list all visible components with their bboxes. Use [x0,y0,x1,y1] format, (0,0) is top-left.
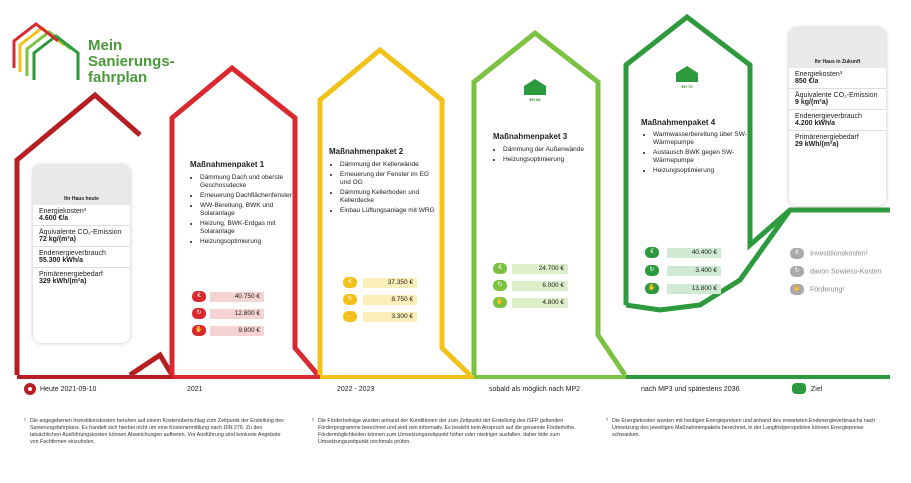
package-1-title: Maßnahmenpaket 1 [190,160,265,169]
footnote-number: ³ [606,418,608,424]
future-row [789,89,886,110]
package-2-funding: 3.300 € [363,312,417,322]
legend-sowieso [790,266,882,277]
future-row [789,68,886,89]
investment-cost-icon: € [343,277,357,288]
title-line: Sanierungs- [88,53,175,70]
investment-cost-icon: € [493,263,507,274]
legend-label: Förderung² [810,286,845,294]
page-title [88,38,198,86]
list-item: • Dämmung Kellerboden und Kellerdecke [340,189,438,205]
package-4-funding: 13.800 € [667,284,721,294]
logo-icon [14,24,78,80]
sowieso-cost-icon: ↻ [645,265,659,276]
package-3-investment: 24.700 € [512,264,568,274]
funding-icon: ✋ [790,284,804,295]
package-4-investment: 40.400 € [667,248,721,258]
list-item: • Erneuerung der Fenster im EG und OG [340,171,438,187]
timeline-p1: 2021 [187,386,203,393]
row-label: Endenergieverbrauch [39,250,106,257]
timeline-today: Heute 2021-09-10 [40,386,97,393]
row-label: Äquivalente CO₂-Emission [795,92,878,99]
footnote-1 [24,418,285,446]
today-card-caption: Ihr Haus heute [64,196,99,202]
package-2-investment: 37.350 € [363,278,417,288]
today-row [33,205,130,226]
legend-label: davon Sowieso-Kosten [810,268,882,276]
list-item: • Warmwasserbereitung über SW-Wärmepumpe [653,131,753,147]
row-label: Energiekosten³ [39,208,87,215]
house-icon-eh70 [676,66,698,82]
house-outline-pkg3 [474,33,625,375]
house-icon-eh85 [524,79,546,95]
investment-cost-icon: € [645,247,659,258]
eh85-badge: EH 85 [529,97,541,102]
row-label: Primärenergiebedarf [795,134,859,141]
future-card-header [789,28,886,68]
future-row [789,110,886,131]
sowieso-cost-icon: ↻ [493,280,507,291]
title-line: fahrplan [88,69,148,86]
funding-icon: ✋ [343,311,357,322]
footnote-2 [312,418,583,446]
footnote-text: Die angegebenen Investitionskosten beruhen auf einem Kostenüberschlag zum Zeitpunkt der Erstellung des Sanierungsfahrplans. Es handelt sich hierbei nicht um eine Kostenermittlung nach DIN 276. Zu den tatsächlichen Ausführungskosten können Abweichungen auftreten. Vor Ausführung sind konkrete Angebote von Fachfirmen einzuholen. [30,418,284,445]
future-row [789,131,886,151]
today-card [33,165,130,343]
package-3-sowieso: 6.000 € [512,281,568,291]
package-3-funding: 4.800 € [512,298,568,308]
package-1-investment: 40.750 € [210,292,264,302]
list-item: • Austausch BWK gegen SW-Wärmepumpe [653,149,753,165]
row-label: Äquivalente CO₂-Emission [39,229,122,236]
package-1-list [190,174,298,248]
package-2-title: Maßnahmenpaket 2 [329,147,404,156]
package-3-title: Maßnahmenpaket 3 [493,132,568,141]
list-item: • Dämmung der Außenwände [503,146,601,154]
list-item: • Heizung, BWK-Erdgas mit Solaranlage [200,220,298,236]
goal-flag-icon [792,383,806,394]
row-value: 55.300 kWh/a [39,257,83,264]
row-value: 329 kWh/(m²a) [39,278,87,285]
today-row [33,226,130,247]
sowieso-cost-icon: ↻ [192,308,206,319]
sowieso-cost-icon: ↻ [790,266,804,277]
row-label: Endenergieverbrauch [795,113,862,120]
today-row [33,247,130,268]
timeline-p4: nach MP3 und spätestens 2036 [641,386,740,393]
list-item: • Heizungsoptimierung [200,238,298,246]
legend-label: Investitionskosten¹ [810,250,868,258]
package-2-sowieso: 8.750 € [363,295,417,305]
package-2-list [330,161,438,217]
legend-funding [790,284,845,295]
row-value: 4.600 €/a [39,215,69,222]
package-4-title: Maßnahmenpaket 4 [641,118,716,127]
list-item: • Dämmung der Kellerwände [340,161,438,169]
package-1-funding: 9.800 € [210,326,264,336]
row-value: 29 kWh/(m²a) [795,141,839,148]
funding-icon: ✋ [645,283,659,294]
list-item: • Einbau Lüftungsanlage mit WRG [340,207,438,215]
investment-cost-icon: € [790,248,804,259]
row-value: 850 €/a [795,78,819,85]
row-label: Primärenergiebedarf [39,271,103,278]
package-4-list [643,131,753,177]
investment-cost-icon: € [192,291,206,302]
funding-icon: ✋ [192,325,206,336]
future-card-caption: Ihr Haus in Zukunft [814,59,861,65]
footnote-number: ² [312,418,314,424]
footnote-number: ¹ [24,418,26,424]
future-card [789,28,886,206]
timeline-p3: sobald als möglich nach MP2 [489,386,581,393]
eh70-badge: EH 70 [681,84,693,89]
title-line: Mein [88,37,123,54]
list-item: • WW-Bereitung, BWK und Solaranlage [200,202,298,218]
timeline-goal: Ziel [811,386,823,393]
footnote-3 [606,418,882,439]
today-card-header [33,165,130,205]
funding-icon: ✋ [493,297,507,308]
sowieso-cost-icon: ↻ [343,294,357,305]
list-item: • Dämmung Dach und oberste Geschossdecke [200,174,298,190]
footnote-text: Die Förderbeträge wurden anhand der Konditionen der zum Zeitpunkt der Erstellung des iSFP geltenden Förderprogramme berechnet und sind rein informativ. Es besteht kein Anspruch auf die genannte Förderhöhe. Fördermöglichkeiten können zum Umsetzungszeitpunkt höher oder niedriger ausfallen, daher bitte zum Umsetzungszeitpunkt nochmals prüfen. [318,418,576,445]
row-value: 72 kg/(m²a) [39,236,76,243]
list-item: • Heizungsoptimierung [653,167,753,175]
legend-investment [790,248,868,259]
row-value: 4.200 kWh/a [795,120,836,127]
package-1-sowieso: 12.800 € [210,309,264,319]
row-label: Energiekosten³ [795,71,843,78]
package-3-list [493,146,601,166]
package-4-sowieso: 3.400 € [667,266,721,276]
timeline-p2: 2022 - 2023 [337,386,375,393]
list-item: • Erneuerung Dachflächenfenster [200,192,298,200]
row-value: 9 kg/(m²a) [795,99,829,106]
today-row [33,268,130,288]
footnote-text: Die Energiekosten wurden mit heutigen Energiepreisen und anhand des erwarteten Endenergieverbrauchs nach Umsetzung des jeweiligen Maßnahmenpakets berechnet, in der Langfristperspektive können Energiepreise schwanken. [612,418,876,438]
list-item: • Heizungsoptimierung [503,156,601,164]
